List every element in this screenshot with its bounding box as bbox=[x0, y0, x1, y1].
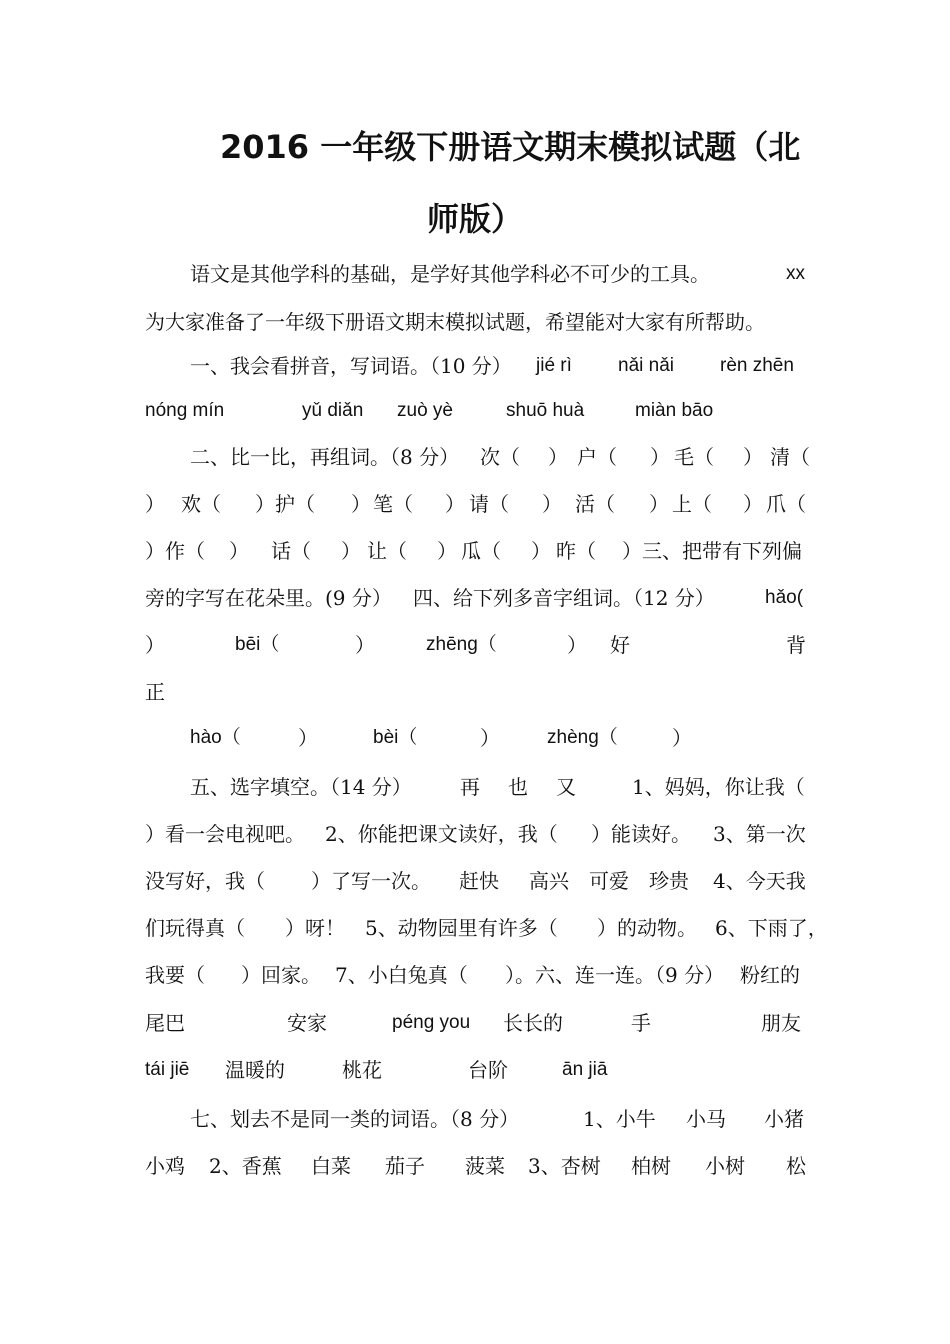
text-run: ） bbox=[355, 633, 375, 657]
text-run: ） bbox=[229, 539, 249, 563]
text-run: 没写好，我（ bbox=[145, 869, 265, 893]
paragraph-line bbox=[145, 578, 810, 618]
word-item: 茄子 bbox=[385, 1154, 425, 1178]
section-heading: 四、给下列多音字组词。（12 分） bbox=[413, 586, 715, 610]
pinyin-item: tái jiē bbox=[145, 1059, 190, 1080]
option-word: 赶快 bbox=[459, 869, 499, 893]
text-run: 次（ bbox=[480, 445, 520, 469]
pinyin-item: zhēng（ bbox=[426, 634, 497, 655]
paragraph-line bbox=[145, 955, 810, 995]
text-run: 请（ bbox=[469, 492, 509, 516]
word-item: 2、香蕉 bbox=[209, 1154, 282, 1178]
pinyin-item: hào（ bbox=[190, 727, 241, 748]
text-run: ） bbox=[298, 726, 318, 750]
text-run: 3、第一次 bbox=[713, 822, 806, 846]
section-heading-line bbox=[190, 767, 810, 807]
paragraph-line bbox=[145, 484, 810, 524]
text-run: ） bbox=[567, 633, 587, 657]
text-run: 户（ bbox=[577, 445, 617, 469]
word-item: 白菜 bbox=[311, 1154, 351, 1178]
text-run: ） bbox=[531, 539, 551, 563]
text-run: ） bbox=[341, 539, 361, 563]
text-run: 正 bbox=[145, 680, 165, 704]
option-word: 又 bbox=[556, 775, 576, 799]
pinyin-item: bèi（ bbox=[373, 727, 418, 748]
paragraph-line bbox=[145, 1050, 810, 1090]
text-run: 背 bbox=[786, 633, 806, 657]
word-item: 长长的 bbox=[503, 1011, 563, 1035]
document-title-line-2: 师版） bbox=[427, 200, 524, 238]
pinyin-item: hǎo( bbox=[765, 587, 804, 608]
text-run: 瓜（ bbox=[461, 539, 501, 563]
paragraph-line bbox=[145, 1146, 810, 1186]
pinyin-item: zhèng（ bbox=[547, 727, 618, 748]
paragraph-line bbox=[145, 814, 810, 854]
pinyin-item: péng you bbox=[392, 1012, 471, 1033]
option-word: 高兴 bbox=[529, 869, 569, 893]
pinyin-item: jié rì bbox=[536, 355, 572, 376]
word-item: 3、杏树 bbox=[528, 1154, 601, 1178]
word-item: 小猪 bbox=[764, 1107, 804, 1131]
text-run: ） bbox=[743, 492, 763, 516]
text-run: 清（ bbox=[770, 445, 810, 469]
section-heading: 五、选字填空。（14 分） bbox=[190, 775, 412, 799]
pinyin-item: nǎi nǎi bbox=[618, 355, 674, 376]
pinyin-item: rèn zhēn bbox=[720, 355, 794, 376]
text-run: ） bbox=[145, 633, 165, 657]
pinyin-item: bēi（ bbox=[235, 634, 280, 655]
paragraph-line bbox=[190, 254, 810, 294]
text-run: 上（ bbox=[672, 492, 712, 516]
text-run: ） bbox=[437, 539, 457, 563]
option-word: 珍贵 bbox=[649, 869, 689, 893]
pinyin-item: zuò yè bbox=[397, 400, 453, 421]
text-run: 4、今天我 bbox=[713, 869, 806, 893]
text-run: ） bbox=[255, 492, 275, 516]
word-item: 朋友 bbox=[761, 1011, 801, 1035]
text-run: 欢（ bbox=[181, 492, 221, 516]
text-run: 昨（ bbox=[556, 539, 596, 563]
text-run: ）回家。 bbox=[241, 963, 321, 987]
word-item: 1、小牛 bbox=[583, 1107, 656, 1131]
text-run: ） bbox=[672, 726, 692, 750]
word-item: 柏树 bbox=[631, 1154, 671, 1178]
text-run: ）三、把带有下列偏 bbox=[622, 539, 802, 563]
paragraph-line bbox=[145, 861, 810, 901]
section-heading-line bbox=[190, 346, 810, 386]
text-run: ） bbox=[445, 492, 465, 516]
text-run: 粉红的 bbox=[740, 963, 800, 987]
text-run: 2、你能把课文读好，我（ bbox=[325, 822, 558, 846]
text-run: 活（ bbox=[575, 492, 615, 516]
section-heading-line bbox=[190, 1099, 810, 1139]
text-run: ）作（ bbox=[145, 539, 205, 563]
section-heading: ）。六、连一连。（9 分） bbox=[505, 963, 725, 987]
word-item: 台阶 bbox=[468, 1058, 508, 1082]
text-run: 让（ bbox=[367, 539, 407, 563]
paragraph-line bbox=[145, 1003, 810, 1043]
paragraph-line bbox=[190, 718, 810, 758]
text-run: 旁的字写在花朵里。(9 分） bbox=[145, 586, 392, 610]
text-run: ） bbox=[650, 445, 670, 469]
text-run: 我要（ bbox=[145, 963, 205, 987]
word-item: 尾巴 bbox=[145, 1011, 185, 1035]
pinyin-item: miàn bāo bbox=[635, 400, 714, 421]
paragraph-line bbox=[145, 672, 810, 712]
option-word: 也 bbox=[508, 775, 528, 799]
paragraph-line bbox=[145, 531, 810, 571]
text-run: 好 bbox=[610, 633, 630, 657]
text-run: ）看一会电视吧。 bbox=[145, 822, 305, 846]
text-run: 们玩得真（ bbox=[145, 916, 245, 940]
text-run: 1、妈妈，你让我（ bbox=[632, 775, 805, 799]
text-run: ）了写一次。 bbox=[311, 869, 431, 893]
pinyin-item: nóng mín bbox=[145, 400, 225, 421]
text-run: xx bbox=[786, 263, 805, 284]
text-run: 为大家准备了一年级下册语文期末模拟试题，希望能对大家有所帮助。 bbox=[145, 310, 765, 334]
text-run: ）的动物。 bbox=[597, 916, 697, 940]
word-item: 手 bbox=[631, 1011, 651, 1035]
text-run: ）呀！ bbox=[285, 916, 345, 940]
word-item: 安家 bbox=[287, 1011, 327, 1035]
option-word: 再 bbox=[460, 775, 480, 799]
section-heading-line bbox=[190, 437, 810, 477]
word-item: 菠菜 bbox=[465, 1154, 505, 1178]
text-run: 话（ bbox=[271, 539, 311, 563]
document-title-line-1: 2016 一年级下册语文期末模拟试题（北 bbox=[220, 128, 801, 166]
pinyin-line bbox=[145, 391, 810, 431]
word-item: 小鸡 bbox=[145, 1154, 185, 1178]
paragraph-line bbox=[145, 625, 810, 665]
text-run: ）能读好。 bbox=[591, 822, 691, 846]
word-item: 松 bbox=[786, 1154, 806, 1178]
pinyin-item: ān jiā bbox=[562, 1059, 608, 1080]
paragraph-line bbox=[145, 908, 828, 948]
text-run: ） bbox=[542, 492, 562, 516]
word-item: 温暖的 bbox=[225, 1058, 285, 1082]
text-run: 毛（ bbox=[674, 445, 714, 469]
text-run: 7、小白兔真（ bbox=[335, 963, 468, 987]
pinyin-item: yǔ diǎn bbox=[302, 400, 364, 421]
text-run: 爪（ bbox=[766, 492, 806, 516]
text-run: 笔（ bbox=[373, 492, 413, 516]
text-run: ） bbox=[743, 445, 763, 469]
text-run: ） bbox=[480, 726, 500, 750]
text-run: 语文是其他学科的基础，是学好其他学科必不可少的工具。 bbox=[190, 262, 710, 286]
word-item: 小树 bbox=[705, 1154, 745, 1178]
pinyin-item: shuō huà bbox=[506, 400, 585, 421]
section-heading: 七、划去不是同一类的词语。（8 分） bbox=[190, 1107, 520, 1131]
text-run: ） bbox=[145, 492, 165, 516]
section-heading: 一、我会看拼音，写词语。（10 分） bbox=[190, 354, 512, 378]
word-item: 小马 bbox=[686, 1107, 726, 1131]
text-run: ） bbox=[649, 492, 669, 516]
text-run: 6、下雨了， bbox=[715, 916, 828, 940]
text-run: 护（ bbox=[275, 492, 315, 516]
word-item: 桃花 bbox=[342, 1058, 382, 1082]
section-heading: 二、比一比，再组词。（8 分） bbox=[190, 445, 460, 469]
text-run: ） bbox=[548, 445, 568, 469]
text-run: 5、动物园里有许多（ bbox=[365, 916, 558, 940]
text-run: ） bbox=[351, 492, 371, 516]
paragraph-line bbox=[145, 302, 810, 342]
option-word: 可爱 bbox=[589, 869, 629, 893]
